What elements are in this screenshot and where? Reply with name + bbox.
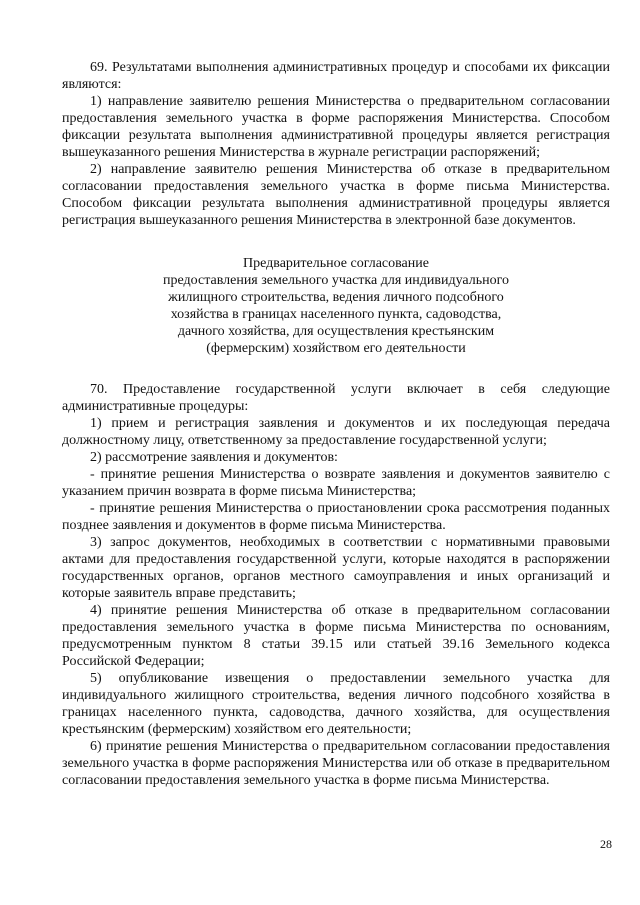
paragraph-70-subitem-return: - принятие решения Министерства о возврате заявления и документов заявителю с указанием причин возврата в форме письма Министерства;: [62, 467, 610, 499]
section-heading-line: предоставления земельного участка для индивидуального: [162, 273, 509, 288]
paragraph-70-item-1: 1) прием и регистрация заявления и документов и их последующая передача должностному лицу, ответственному за предоставление государственной услуги;: [62, 416, 610, 448]
section-heading-line: хозяйства в границах населенного пункта, садоводства,: [170, 307, 502, 322]
paragraph-70-item-4: 4) принятие решения Министерства об отказе в предварительном согласовании предоставления земельного участка в форме письма Министерства по основаниям, предусмотренным пунктом 8 статьи 39.15 или статьей 39.16 Земельного кодекса Российской Федерации;: [62, 603, 610, 669]
paragraph-70: 70. Предоставление государственной услуги включает в себя следующие административные процедуры:: [62, 382, 610, 414]
paragraph-69: 69. Результатами выполнения административных процедур и способами их фиксации являются:: [62, 60, 610, 92]
paragraph-70-item-5: 5) опубликование извещения о предоставлении земельного участка для индивидуального жилищного строительства, ведения личного подсобного хозяйства в границах населенного пункта, садоводства, дачного хозяйства, для осуществления крестьянским (фермерским) хозяйством его деятельности;: [62, 671, 610, 737]
paragraph-69-item-1: 1) направление заявителю решения Министерства о предварительном согласовании предоставления земельного участка в форме распоряжения Министерства. Способом фиксации результата выполнения административной процедуры является регистрация вышеуказанного решения Министерства в журнале регистрации распоряжений;: [62, 94, 610, 160]
section-heading-line: жилищного строительства, ведения личного подсобного: [168, 290, 504, 305]
page-number: 28: [600, 837, 612, 851]
section-heading-line: (фермерским) хозяйством его деятельности: [206, 341, 466, 356]
document-body: [62, 59, 610, 789]
paragraph-70-item-6: 6) принятие решения Министерства о предварительном согласовании предоставления земельного участка в форме распоряжения Министерства или об отказе в предварительном согласовании предоставления земельного участка в форме письма Министерства.: [62, 739, 610, 788]
section-heading-line: Предварительное согласование: [243, 256, 429, 271]
paragraph-69-item-2: 2) направление заявителю решения Министерства об отказе в предварительном согласовании предоставления земельного участка в форме письма Министерства. Способом фиксации результата выполнения административной процедуры является регистрация вышеуказанного решения Министерства в электронной базе документов.: [62, 162, 610, 228]
section-heading-line: дачного хозяйства, для осуществления крестьянским: [177, 324, 495, 339]
paragraph-70-subitem-suspend: - принятие решения Министерства о приостановлении срока рассмотрения поданных позднее заявления и документов в форме письма Министерства.: [62, 501, 610, 533]
paragraph-70-item-2: 2) рассмотрение заявления и документов:: [90, 450, 338, 465]
paragraph-70-item-3: 3) запрос документов, необходимых в соответствии с нормативными правовыми актами для предоставления государственной услуги, которые находятся в распоряжении государственных органов, органов местного самоуправления и иных организаций и которые заявитель вправе представить;: [62, 535, 610, 601]
section-heading: [62, 255, 610, 357]
